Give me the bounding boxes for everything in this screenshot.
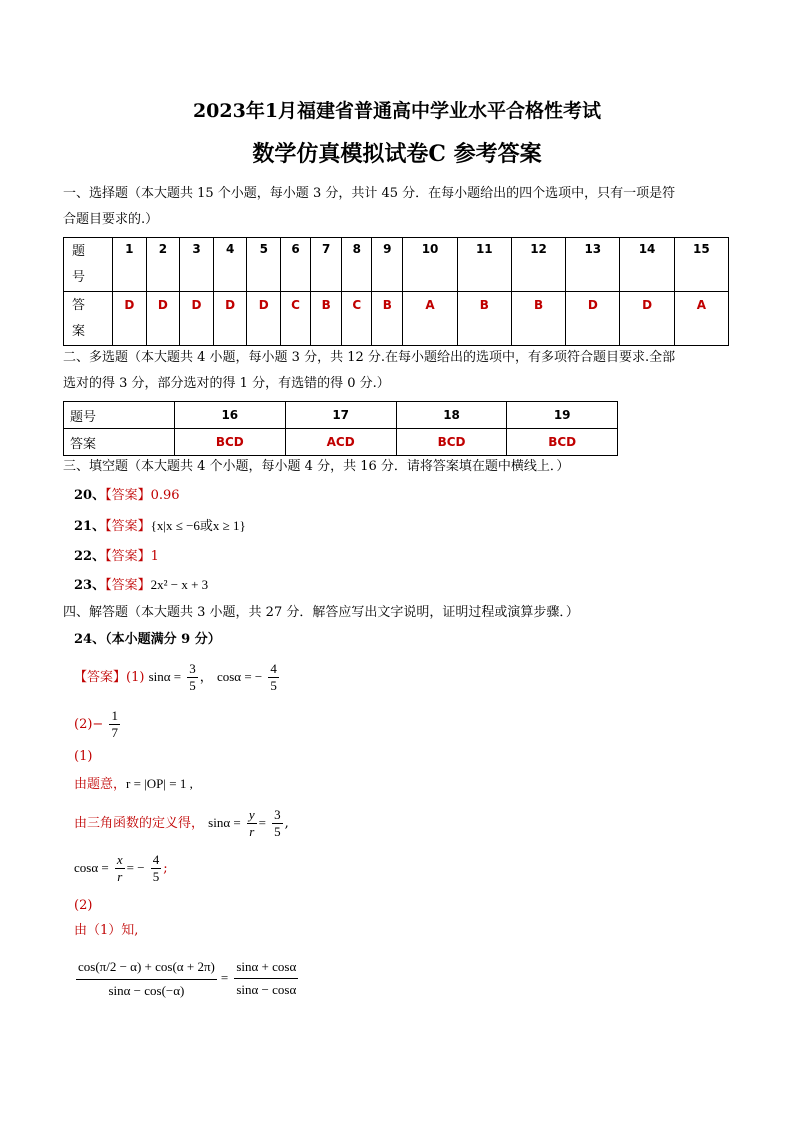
answer-cell: B	[457, 292, 511, 346]
fraction	[247, 807, 257, 840]
solution-part2-label: (2)	[74, 898, 93, 913]
section3-heading: 三、填空题（本大题共 4 个小题，每小题 4 分，共 16 分．请将答案填在题中横线上．）	[63, 459, 570, 474]
answer-cell: D	[247, 292, 281, 346]
answer-cell: D	[620, 292, 674, 346]
question-number-cell: 10	[403, 238, 457, 292]
part-label: (1)	[126, 670, 145, 685]
denominator: r	[249, 824, 255, 839]
denominator: 5	[270, 678, 277, 693]
section2-heading-line1: 二、多选题（本大题共 4 小题，每小题 3 分，共 12 分.在每小题给出的选项中，有多项符合题目要求.全部	[63, 350, 676, 365]
numerator: sinα + cosα	[234, 956, 298, 979]
multi-answer-table	[63, 401, 618, 456]
math-text: sinα =	[148, 669, 182, 684]
question-number-cell: 3	[180, 238, 214, 292]
answer-cell: D	[566, 292, 620, 346]
section4-heading: 四、解答题（本大题共 3 小题，共 27 分．解答应写出文字说明，证明过程或演算步骤．）	[63, 605, 579, 620]
fill-answer-22	[74, 544, 159, 570]
answer-value: 2x² − x + 3	[150, 577, 209, 592]
question-number: 23、	[74, 578, 106, 593]
answer-value: 1	[150, 549, 159, 564]
math-text: cosα =	[74, 860, 109, 875]
answer-cell: B	[372, 292, 403, 346]
answer-tag: 【答案】	[105, 578, 151, 593]
denominator: 7	[111, 725, 118, 740]
fraction	[187, 661, 198, 694]
question-number-cell: 5	[247, 238, 281, 292]
numerator: cos(π/2 − α) + cos(α + 2π)	[76, 955, 217, 980]
numerator: 4	[270, 661, 277, 676]
separator: ,	[284, 816, 289, 831]
denominator: 5	[152, 869, 160, 884]
fraction	[109, 708, 120, 741]
solution-text: 由题意，	[74, 777, 127, 792]
answer-cell: A	[403, 292, 457, 346]
question-number-cell: 16	[175, 402, 286, 429]
fraction	[115, 852, 125, 885]
denominator: 5	[274, 824, 281, 839]
table-header-question: 题 号	[64, 238, 113, 292]
fraction	[76, 955, 217, 1002]
solution-text: 由三角函数的定义得，	[74, 816, 205, 831]
title-line-1: 2023年1月福建省普通高中学业水平合格性考试	[192, 100, 602, 122]
solution-line-1	[74, 771, 193, 798]
separator: ，	[199, 670, 213, 685]
section2-heading-line2: 选对的得 3 分，部分选对的得 1 分，有选错的得 0 分.）	[63, 376, 390, 391]
question-number-cell: 19	[507, 402, 618, 429]
table-header-answer: 答案	[64, 429, 175, 456]
solution-part2-equation	[74, 955, 300, 1002]
answer-value: {x|x ≤ −6或x ≥ 1}	[150, 518, 246, 533]
question-number-cell: 11	[457, 238, 511, 292]
q24-answer-part2	[74, 708, 122, 742]
numerator: y	[248, 807, 255, 822]
title-line-2: 数学仿真模拟试卷C 参考答案	[252, 141, 542, 167]
math-text: =	[220, 970, 229, 985]
question-number-cell: 2	[146, 238, 180, 292]
answer-cell: BCD	[396, 429, 507, 456]
question-number-cell: 15	[674, 238, 728, 292]
question-number-cell: 9	[372, 238, 403, 292]
fraction	[272, 807, 283, 840]
math-text: = −	[126, 860, 145, 875]
question-number-cell: 18	[396, 402, 507, 429]
section1-heading-line2: 合题目要求的.）	[63, 212, 159, 227]
denominator: 5	[189, 678, 196, 693]
section1-heading-line1: 一、选择题（本大题共 15 个小题，每小题 3 分，共计 45 分．在每小题给出的四个选项中，只有一项是符	[63, 186, 676, 201]
question-number-cell: 1	[113, 238, 147, 292]
numerator: 3	[189, 661, 196, 676]
answer-cell: B	[511, 292, 565, 346]
fill-answer-23	[74, 572, 208, 599]
numerator: 4	[152, 852, 160, 867]
question-number: 22、	[74, 549, 106, 564]
answer-cell: D	[213, 292, 247, 346]
answer-cell: BCD	[175, 429, 286, 456]
denominator: sinα − cos(−α)	[108, 983, 185, 998]
solution-line-3	[74, 851, 168, 886]
question-number-cell: 6	[281, 238, 311, 292]
fill-answer-20	[74, 483, 180, 509]
part-label: (2)−	[74, 717, 104, 732]
math-text: sinα =	[208, 815, 241, 830]
numerator: x	[116, 852, 123, 867]
answer-cell: D	[180, 292, 214, 346]
answer-tag: 【答案】	[105, 519, 151, 534]
solution-part2-line1: 由（1）知,	[74, 923, 139, 938]
answer-value: 0.96	[150, 488, 180, 503]
answer-cell: C	[281, 292, 311, 346]
question-number: 21、	[74, 519, 106, 534]
fraction	[268, 661, 279, 694]
answer-cell: D	[146, 292, 180, 346]
answer-tag: 【答案】	[74, 670, 127, 685]
fill-answer-21	[74, 513, 246, 540]
section1-heading	[63, 181, 743, 233]
question-number-cell: 13	[566, 238, 620, 292]
question-number-cell: 14	[620, 238, 674, 292]
solution-line-2	[74, 806, 289, 841]
math-text: =	[258, 815, 266, 830]
section2-heading	[63, 345, 743, 397]
question-number-cell: 17	[285, 402, 396, 429]
question-number-cell: 4	[213, 238, 247, 292]
q24-title: 24、（本小题满分 9 分）	[74, 632, 221, 647]
choice-answer-table	[63, 237, 729, 346]
table-header-answer: 答 案	[64, 292, 113, 346]
separator: ;	[163, 861, 168, 876]
question-number-cell: 7	[311, 238, 342, 292]
math-text: r = |OP| = 1 ,	[126, 776, 193, 791]
answer-cell: BCD	[507, 429, 618, 456]
answer-cell: B	[311, 292, 342, 346]
question-number: 20、	[74, 488, 106, 503]
question-number-cell: 12	[511, 238, 565, 292]
denominator: sinα − cosα	[236, 982, 297, 997]
answer-tag: 【答案】	[105, 549, 151, 564]
numerator: 3	[274, 807, 281, 822]
fraction	[234, 956, 298, 1001]
math-text: cosα = −	[216, 669, 263, 684]
table-header-question: 题号	[64, 402, 175, 429]
answer-tag: 【答案】	[105, 488, 151, 503]
numerator: 1	[111, 708, 118, 723]
fraction	[151, 852, 162, 885]
q24-answer-line	[74, 660, 281, 695]
answer-cell: A	[674, 292, 728, 346]
denominator: r	[117, 869, 123, 884]
question-number-cell: 8	[342, 238, 372, 292]
answer-cell: ACD	[285, 429, 396, 456]
answer-cell: D	[113, 292, 147, 346]
answer-cell: C	[342, 292, 372, 346]
solution-part1-label: (1)	[74, 749, 93, 764]
